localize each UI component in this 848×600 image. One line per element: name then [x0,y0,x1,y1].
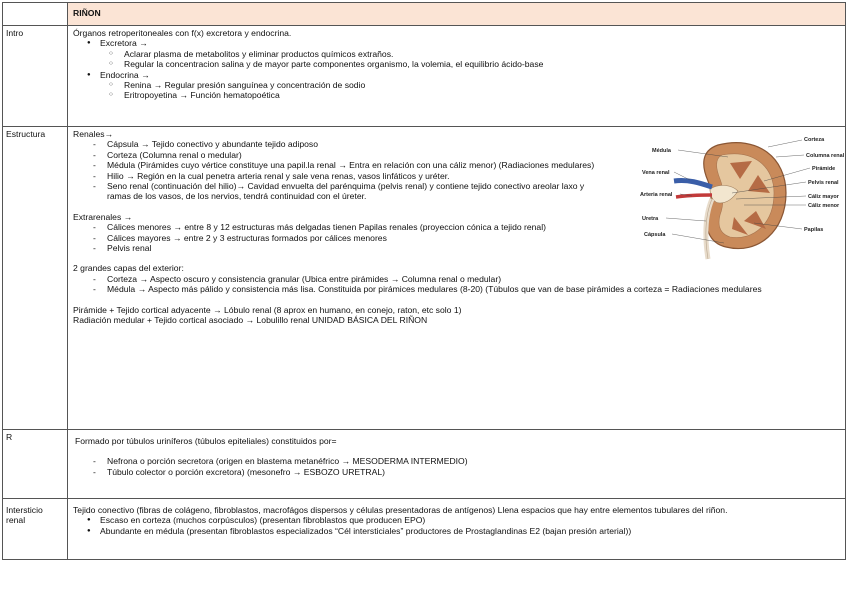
list-item: ● Abundante en médula (presentan fibroblastos especializados “Cél intersticiales” productores de Prostaglandinas E2 (bajan presión arterial)) [73,526,841,536]
label-caliz-menor: Cáliz menor [808,203,840,209]
label-piramide: Pirámide [812,166,836,172]
list-item: - Cálices mayores → entre 2 y 3 estructuras formados por cálices menores [73,233,598,243]
leader-line [768,140,802,147]
r-content [68,430,846,499]
label-capsula: Cápsula [644,232,666,238]
list-item: - Nefrona o porción secretora (origen en blastema metanéfrico → MESODERMA INTERMEDIO) [73,456,841,466]
excretora-sublist [100,49,841,70]
list-item: - Cápsula → Tejido conectivo y abundante tejido adiposo [73,139,598,149]
document-title: RIÑON [73,8,101,18]
intro-lead: Órganos retroperitoneales con f(x) excretora y endocrina. [73,28,292,38]
list-item: ○ Renina → Regular presión sanguínea y concentración de sodio [100,80,841,90]
estructura-label: Estructura [3,127,68,430]
label-caliz-mayor: Cáliz mayor [808,194,839,200]
label-papilas: Papilas [804,227,824,233]
list-item: ● Escaso en corteza (muchos corpúsculos) (presentan fibroblastos que producen EPO) [73,515,841,525]
intro-label: Intro [3,26,68,127]
estructura-row [3,127,846,430]
list-item: - Seno renal (continuación del hilio)→ Cavidad envuelta del parénquima (pelvis renal) y contiene tejido conectivo areolar laxo y ramas de los vasos, de los nervios, tendrá continuidad con el úreter. [73,181,598,202]
label-medula: Médula [652,148,671,154]
intersticio-list [73,515,841,536]
radiacion-line: Radiación medular + Tejido cortical asociado → Lobulillo renal UNIDAD BÁSICA DEL RIÑON [73,315,428,326]
intersticio-row [3,499,846,560]
r-list [73,456,841,477]
list-item: - Corteza (Columna renal o medular) [73,150,598,160]
estructura-content [68,127,846,430]
list-item: - Corteza → Aspecto oscuro y consistencia granular (Ubica entre pirámides → Columna renal o medular) [73,274,841,284]
r-label: R [3,430,68,499]
endocrina-sublist [100,80,841,101]
excretora-label: Excretora → [100,38,148,49]
vein-shape [674,180,712,187]
title-cell [68,3,846,26]
label-corteza: Corteza [804,137,825,143]
artery-shape [676,195,712,197]
intro-content [68,26,846,127]
endocrina-label: Endocrina → [100,69,150,80]
list-item: - Túbulo colector o porción excretora) (mesonefro → ESBOZO URETRAL) [73,467,841,477]
renales-list [73,139,598,201]
list-item: ○ Aclarar plasma de metabolitos y eliminar productos químicos extraños. [100,49,841,59]
label-columna-renal: Columna renal [806,153,844,159]
list-item: - Cálices menores → entre 8 y 12 estructuras más delgadas tienen Papilas renales (proyeccion cónica a tejido renal) [73,222,598,232]
list-item: ○ Regular la concentracion salina y de mayor parte componentes organismo, la volemia, el equilibrio ácido-base [100,59,841,69]
title-label-cell [3,3,68,26]
label-pelvis-renal: Pelvis renal [808,180,839,186]
r-lead: Formado por túbulos uriníferos (túbulos epiteliales) constituidos por= [75,436,337,446]
leader-line [666,218,706,221]
intersticio-lead: Tejido conectivo (fibras de colágeno, fibroblastos, macrofágos dispersos y células presentadoras de antígenos) Llena espacios que hay entre elementos tubulares del riñon. [73,505,728,515]
piramide-line: Pirámide + Tejido cortical adyacente → Lóbulo renal (8 aprox en humano, en conejo, raton, etc solo 1) [73,304,462,315]
renales-heading: Renales→ [73,129,114,139]
label-uretra: Uretra [642,216,659,222]
r-row [3,430,846,499]
capas-list [73,274,841,295]
capas-heading: 2 grandes capas del exterior: [73,263,184,274]
list-item [73,38,841,69]
kidney-diagram [608,133,844,261]
list-item [73,70,841,101]
list-item: - Hilio → Región en la cual penetra arteria renal y sale vena renas, vasos linfáticos y uréter. [73,171,598,181]
list-item: ○ Eritropoyetina → Función hematopoética [100,90,841,100]
label-arteria-renal: Arteria renal [640,192,673,198]
extrarenales-list [73,222,598,253]
list-item: - Pelvis renal [73,243,598,253]
label-vena-renal: Vena renal [642,170,670,176]
intro-list [73,38,841,100]
list-item: - Médula → Aspecto más pálido y consistencia más lisa. Constituida por pirámices medulares (8-20) (Túbulos que van de base pirámides a corteza = Radiaciones medulares [73,284,841,294]
list-item: - Médula (Pirámides cuyo vértice constituye una papil.la renal → Entra en relación con una cáliz menor) (Radiaciones medulares) [73,160,598,170]
extrarenales-heading: Extrarenales → [73,211,133,222]
intro-row [3,26,846,127]
notes-table [2,2,846,560]
intersticio-content [68,499,846,560]
title-row [3,3,846,26]
leader-line [776,155,804,157]
intersticio-label: Intersticio renal [3,499,68,560]
